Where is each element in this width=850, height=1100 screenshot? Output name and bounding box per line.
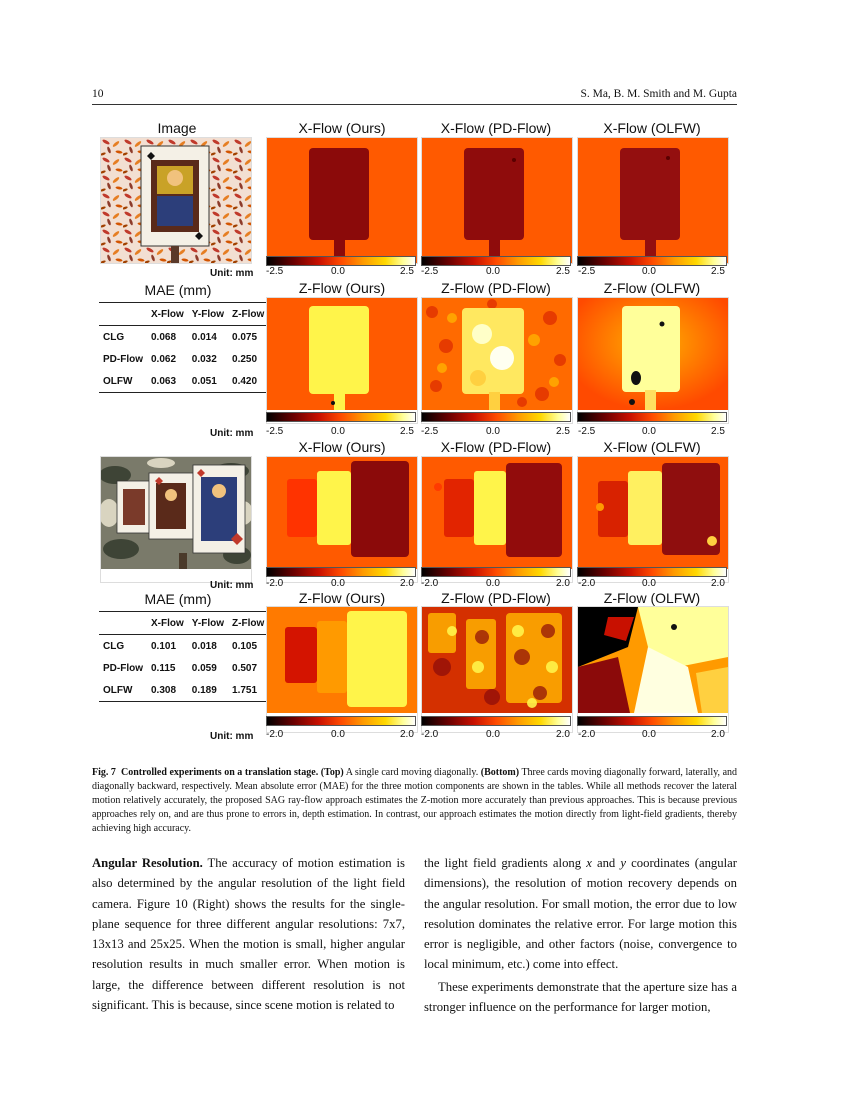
table-cell: 0.075 xyxy=(232,331,258,343)
table-cell: OLFW xyxy=(99,679,147,702)
table-cell: 1.751 xyxy=(228,679,268,702)
table-cell: CLG xyxy=(103,331,125,343)
tick-label: -2.5 xyxy=(578,426,596,437)
xflow-pdflow-top xyxy=(421,137,573,264)
tick-label: -2.0 xyxy=(266,578,284,589)
body-left-column xyxy=(92,853,405,1015)
table-header: Y-Flow xyxy=(188,612,228,635)
table-cell: 0.507 xyxy=(232,662,258,674)
colorbar xyxy=(266,716,416,726)
tick-label: 2.0 xyxy=(711,578,725,589)
tick-label: 2.0 xyxy=(711,729,725,740)
input-image-single-card xyxy=(100,137,252,264)
colorbar xyxy=(577,256,727,266)
tick-label: 2.0 xyxy=(400,729,414,740)
header-rule xyxy=(92,104,737,105)
zflow-ours-bottom xyxy=(266,606,418,733)
table-header xyxy=(99,612,147,635)
table-header xyxy=(99,303,147,326)
table-row xyxy=(99,657,268,679)
unit-label: Unit: mm xyxy=(210,731,254,742)
zflow-olfw-top xyxy=(577,297,729,424)
table-cell: OLFW xyxy=(99,370,147,393)
tick-label: 2.5 xyxy=(556,266,570,277)
mae-table-bottom xyxy=(99,611,268,702)
tick-label: -2.5 xyxy=(421,266,439,277)
tick-label: 0.0 xyxy=(642,578,656,589)
table-cell: 0.189 xyxy=(188,679,228,702)
table-row xyxy=(99,370,268,393)
colorbar xyxy=(266,412,416,422)
table-header: X-Flow xyxy=(147,303,188,326)
colorbar xyxy=(421,716,571,726)
panel-title: Z-Flow (OLFW) xyxy=(603,590,701,606)
table-cell: 0.105 xyxy=(232,640,258,652)
tick-label: 2.0 xyxy=(400,578,414,589)
table-cell: 0.063 xyxy=(147,370,188,393)
table-cell: 0.051 xyxy=(188,370,228,393)
table-cell: 0.101 xyxy=(151,640,177,652)
zflow-olfw-bottom xyxy=(577,606,729,733)
paragraph-text: and xyxy=(591,856,621,870)
table-cell: 0.014 xyxy=(191,331,217,343)
table-cell: 0.018 xyxy=(191,640,217,652)
table-row xyxy=(99,635,268,658)
xflow-ours-bottom xyxy=(266,456,418,583)
caption-title: Controlled experiments on a translation stage. xyxy=(121,767,319,778)
panel-title: X-Flow (OLFW) xyxy=(603,120,701,136)
tick-label: 0.0 xyxy=(486,426,500,437)
unit-label: Unit: mm xyxy=(210,580,254,591)
panel-title: X-Flow (Ours) xyxy=(298,120,386,136)
xflow-pdflow-bottom xyxy=(421,456,573,583)
tick-label: -2.0 xyxy=(578,578,596,589)
tick-label: 0.0 xyxy=(486,266,500,277)
paragraph-text: coordinates (angular dimensions), the resolution of motion recovery depends on the angular resolution. For small motion, the error due to low resolution dominates the relative error. For large motion this error is negligible, and other factors (noise, convergence to local minimum, etc.) come into effect. xyxy=(424,856,737,972)
tick-label: -2.5 xyxy=(578,266,596,277)
zflow-pdflow-top xyxy=(421,297,573,424)
page-number: 10 xyxy=(92,88,104,100)
paragraph-text: The accuracy of motion estimation is also determined by the angular resolution of the light field camera. Figure 10 (Right) shows the results for the single-plane sequence for three different angular resolutions: 7x7, 13x13 and 25x25. When the motion is small, higher angular resolution results in much smaller error. When motion is large, the difference between different resolution is not significant. This is because, since scene motion is related to xyxy=(92,856,405,1013)
table-cell: 0.062 xyxy=(151,353,177,365)
tick-label: -2.0 xyxy=(421,578,439,589)
paragraph-text: These experiments demonstrate that the aperture size has a stronger influence on the performance for larger motion, xyxy=(424,979,737,1015)
panel-title: Z-Flow (Ours) xyxy=(298,280,386,296)
tick-label: -2.5 xyxy=(266,266,284,277)
tick-label: -2.5 xyxy=(421,426,439,437)
panel-title: X-Flow (Ours) xyxy=(298,439,386,455)
zflow-ours-top xyxy=(266,297,418,424)
tick-label: 2.5 xyxy=(556,426,570,437)
colorbar xyxy=(577,412,727,422)
xflow-ours-top xyxy=(266,137,418,264)
tick-label: 0.0 xyxy=(642,426,656,437)
colorbar xyxy=(421,412,571,422)
table-cell: 0.068 xyxy=(151,331,177,343)
mae-title: MAE (mm) xyxy=(144,282,212,298)
table-cell: 0.308 xyxy=(147,679,188,702)
table-cell: 0.115 xyxy=(151,662,176,674)
caption-top-tag: (Top) xyxy=(320,767,344,778)
tick-label: 2.0 xyxy=(556,729,570,740)
panel-title: X-Flow (PD-Flow) xyxy=(440,120,552,136)
body-right-column xyxy=(424,853,737,1017)
table-row xyxy=(99,326,268,349)
tick-label: 0.0 xyxy=(486,729,500,740)
table-header: Y-Flow xyxy=(188,303,228,326)
tick-label: -2.0 xyxy=(421,729,439,740)
table-header: X-Flow xyxy=(147,612,188,635)
panel-title: Z-Flow (PD-Flow) xyxy=(441,280,551,296)
panel-title: X-Flow (OLFW) xyxy=(603,439,701,455)
colorbar xyxy=(266,567,416,577)
colorbar xyxy=(266,256,416,266)
colorbar xyxy=(577,716,727,726)
caption-label: Fig. 7 xyxy=(92,767,116,778)
tick-label: 0.0 xyxy=(642,729,656,740)
section-heading: Angular Resolution. xyxy=(92,856,203,870)
table-header: Z-Flow xyxy=(228,612,268,635)
panel-title: Z-Flow (OLFW) xyxy=(603,280,701,296)
tick-label: 2.5 xyxy=(400,266,414,277)
xflow-olfw-bottom xyxy=(577,456,729,583)
paragraph-text: the light field gradients along xyxy=(424,856,587,870)
table-cell: 0.032 xyxy=(191,353,217,365)
table-header: Z-Flow xyxy=(228,303,268,326)
table-cell: PD-Flow xyxy=(103,662,143,674)
table-cell: CLG xyxy=(103,640,125,652)
table-row xyxy=(99,348,268,370)
figure-caption xyxy=(92,766,737,836)
unit-label: Unit: mm xyxy=(210,268,254,279)
tick-label: 0.0 xyxy=(331,729,345,740)
tick-label: 0.0 xyxy=(331,426,345,437)
mae-table-top xyxy=(99,302,268,393)
tick-label: -2.0 xyxy=(578,729,596,740)
table-row xyxy=(99,679,268,702)
running-header-authors: S. Ma, B. M. Smith and M. Gupta xyxy=(580,88,737,100)
tick-label: -2.5 xyxy=(266,426,284,437)
tick-label: 0.0 xyxy=(642,266,656,277)
caption-bottom-tag: (Bottom) xyxy=(480,767,520,778)
unit-label: Unit: mm xyxy=(210,428,254,439)
tick-label: 0.0 xyxy=(331,578,345,589)
table-cell: 0.420 xyxy=(228,370,268,393)
tick-label: 2.0 xyxy=(556,578,570,589)
math-x: x xyxy=(586,856,592,870)
mae-title: MAE (mm) xyxy=(144,591,212,607)
math-y: y xyxy=(620,856,627,870)
panel-title: Z-Flow (Ours) xyxy=(298,590,386,606)
panel-title: X-Flow (PD-Flow) xyxy=(440,439,552,455)
tick-label: 0.0 xyxy=(331,266,345,277)
colorbar xyxy=(421,567,571,577)
xflow-olfw-top xyxy=(577,137,729,264)
table-cell: PD-Flow xyxy=(103,353,143,365)
colorbar xyxy=(421,256,571,266)
tick-label: 2.5 xyxy=(711,266,725,277)
tick-label: 2.5 xyxy=(400,426,414,437)
table-cell: 0.059 xyxy=(191,662,217,674)
tick-label: 2.5 xyxy=(711,426,725,437)
table-cell: 0.250 xyxy=(232,353,258,365)
caption-rest: Three cards moving diagonally forward, laterally, and diagonally backward, respectively. Mean absolute error (MAE) for the three motion components are shown in the tables. While all methods recover the lateral motion relatively accurately, the proposed SAG ray-flow approach estimates the Z-motion more accurately than previous approaches. This is because previous approaches rely on, and are thus prone to errors in, depth estimation. In contrast, our approach estimates the motion directly from light-field gradients, thereby achieving high accuracy. xyxy=(92,767,738,834)
image-title: Image xyxy=(157,120,197,136)
tick-label: -2.0 xyxy=(266,729,284,740)
input-image-three-cards xyxy=(100,456,252,583)
colorbar xyxy=(577,567,727,577)
panel-title: Z-Flow (PD-Flow) xyxy=(441,590,551,606)
zflow-pdflow-bottom xyxy=(421,606,573,733)
caption-top-text: A single card moving diagonally. xyxy=(343,767,481,778)
tick-label: 0.0 xyxy=(486,578,500,589)
